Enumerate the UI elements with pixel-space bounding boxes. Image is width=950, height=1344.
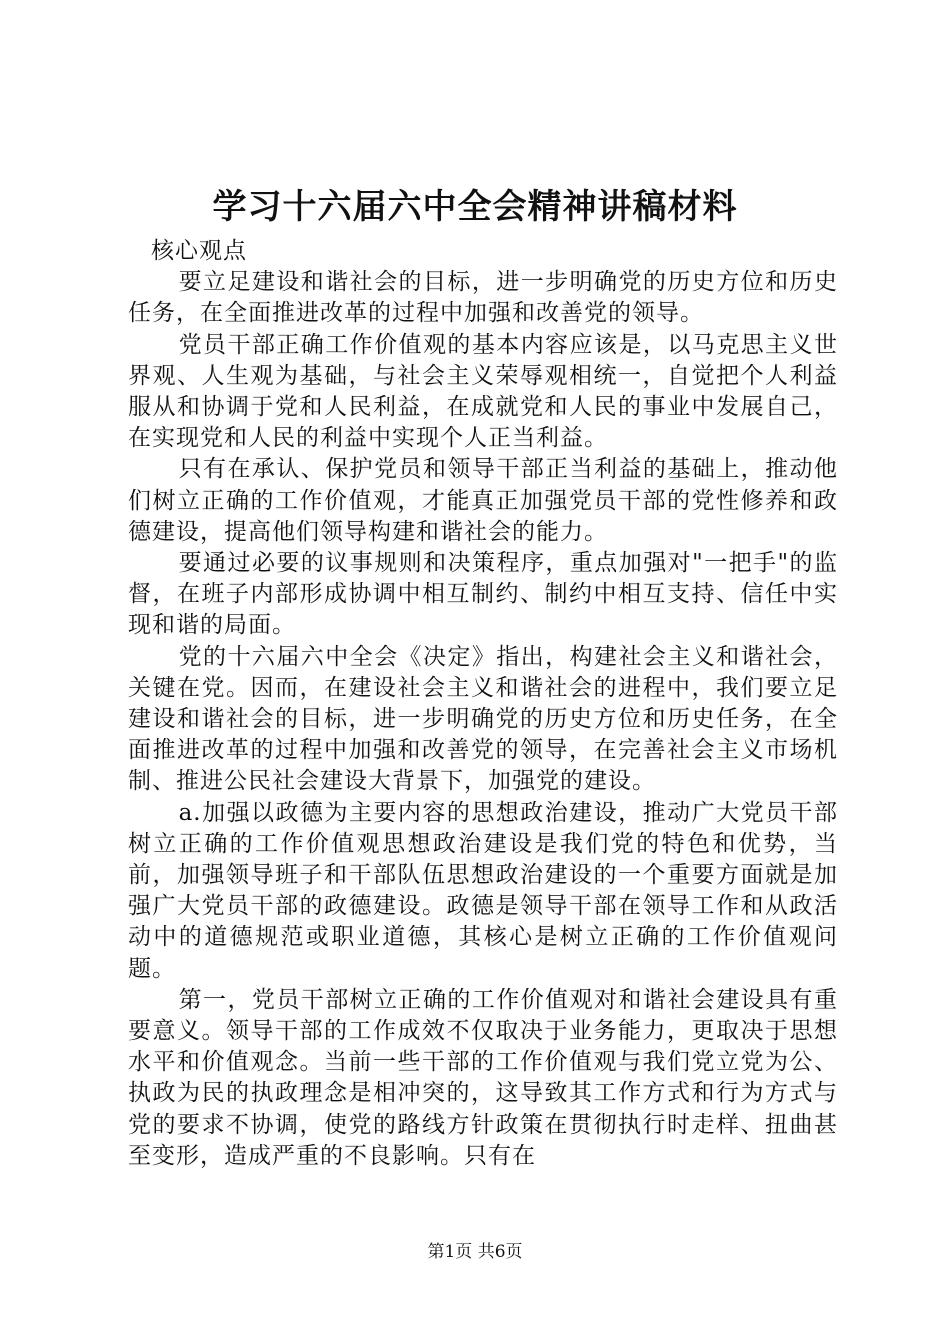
- page-number-footer: 第1页 共6页: [427, 1242, 523, 1262]
- body-paragraph: 党员干部正确工作价值观的基本内容应该是，以马克思主义世界观、人生观为基础，与社会主义荣辱观相统一，自觉把个人利益服从和协调于党和人民利益，在成就党和人民的事业中发展自己，在实现党和人民的利益中实现个人正当利益。: [128, 331, 838, 452]
- section-heading: 核心观点: [151, 238, 247, 264]
- body-paragraph: 党的十六届六中全会《决定》指出，构建社会主义和谐社会，关键在党。因而，在建设社会主义和谐社会的进程中，我们要立足建设和谐社会的目标，进一步明确党的历史方位和历史任务，在全面推进改革的过程中加强和改善党的领导，在完善社会主义市场机制、推进公民社会建设大背景下，加强党的建设。: [128, 643, 838, 795]
- document-title: 学习十六届六中全会精神讲稿材料: [212, 187, 738, 227]
- body-paragraph: 只有在承认、保护党员和领导干部正当利益的基础上，推动他们树立正确的工作价值观，才能真正加强党员干部的党性修养和政德建设，提高他们领导构建和谐社会的能力。: [128, 456, 838, 545]
- document-body: [128, 236, 838, 1172]
- body-paragraph: 第一，党员干部树立正确的工作价值观对和谐社会建设具有重要意义。领导干部的工作成效不仅取决于业务能力，更取决于思想水平和价值观念。当前一些干部的工作价值观与我们党立党为公、执政为民的执政理念是相冲突的，这导致其工作方式和行为方式与党的要求不协调，使党的路线方针政策在贯彻执行时走样、扭曲甚至变形，造成严重的不良影响。只有在: [128, 986, 838, 1169]
- body-paragraph: 要通过必要的议事规则和决策程序，重点加强对"一把手"的监督，在班子内部形成协调中相互制约、制约中相互支持、信任中实现和谐的局面。: [128, 550, 838, 639]
- body-paragraph: a.加强以政德为主要内容的思想政治建设，推动广大党员干部树立正确的工作价值观思想政治建设是我们党的特色和优势，当前，加强领导班子和干部队伍思想政治建设的一个重要方面就是加强广大党员干部的政德建设。政德是领导干部在领导工作和从政活动中的道德规范或职业道德，其核心是树立正确的工作价值观问题。: [128, 799, 838, 982]
- body-paragraph: 要立足建设和谐社会的目标，进一步明确党的历史方位和历史任务，在全面推进改革的过程中加强和改善党的领导。: [128, 269, 838, 327]
